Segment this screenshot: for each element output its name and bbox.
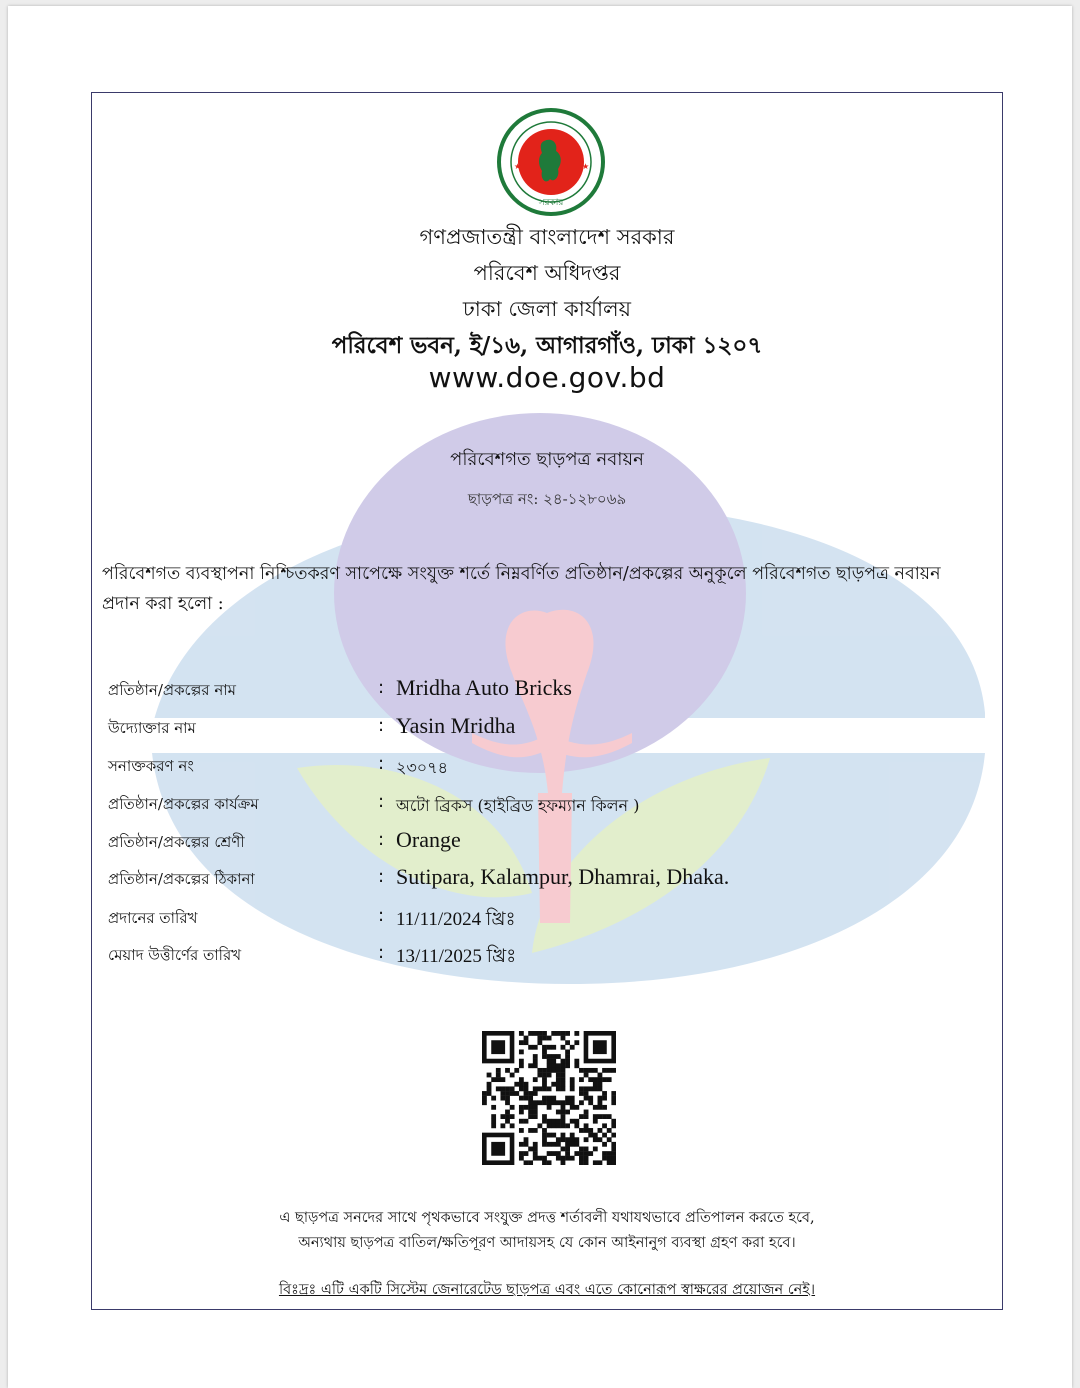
detail-label: উদ্যোক্তার নাম xyxy=(108,719,196,737)
header-address: পরিবেশ ভবন, ই/১৬, আগারগাঁও, ঢাকা ১২০৭ xyxy=(331,332,763,359)
certificate-frame xyxy=(91,92,1003,1310)
svg-text:★: ★ xyxy=(582,162,590,171)
detail-value: অটো ব্রিকস (হাইব্রিড হফম্যান কিলন ) xyxy=(396,796,640,815)
detail-row: সনাক্তকরণ নং : ২৩০৭৪ xyxy=(108,751,968,781)
header-department: পরিবেশ অধিদপ্তর xyxy=(473,261,621,285)
government-seal-icon xyxy=(496,107,606,217)
detail-row: উদ্যোক্তার নাম : Yasin Mridha xyxy=(108,713,968,743)
detail-row: মেয়াদ উত্তীর্ণের তারিখ : 13/11/2025 খ্রিঃ xyxy=(108,940,968,970)
header-website: www.doe.gov.bd xyxy=(428,361,666,394)
detail-label: প্রদানের তারিখ xyxy=(108,909,198,927)
detail-value: ২৩০৭৪ xyxy=(396,758,448,777)
detail-value: Sutipara, Kalampur, Dhamrai, Dhaka. xyxy=(396,864,730,889)
qr-code[interactable] xyxy=(482,1031,616,1165)
detail-value: Yasin Mridha xyxy=(396,713,516,738)
detail-row: প্রদানের তারিখ : 11/11/2024 খ্রিঃ xyxy=(108,903,968,933)
header-office: ঢাকা জেলা কার্যালয় xyxy=(462,297,632,321)
svg-text:★: ★ xyxy=(514,162,522,171)
document-page xyxy=(8,6,1072,1388)
detail-row: প্রতিষ্ঠান/প্রকল্পের ঠিকানা : Sutipara, Kalampur, Dhamrai, Dhaka. xyxy=(108,864,968,894)
detail-row: প্রতিষ্ঠান/প্রকল্পের নাম : Mridha Auto Bricks xyxy=(108,675,968,705)
footer-terms-line2: অন্যথায় ছাড়পত্র বাতিল/ক্ষতিপূরণ আদায়সহ যে কোন আইনানুগ ব্যবস্থা গ্রহণ করা হবে। xyxy=(298,1235,796,1251)
detail-value: 11/11/2024 খ্রিঃ xyxy=(396,909,516,930)
detail-value: Mridha Auto Bricks xyxy=(396,675,572,700)
detail-label: প্রতিষ্ঠান/প্রকল্পের শ্রেণী xyxy=(108,833,245,851)
detail-row: প্রতিষ্ঠান/প্রকল্পের কার্যক্রম : অটো ব্রিকস (হাইব্রিড হফম্যান কিলন ) xyxy=(108,789,968,819)
detail-label: প্রতিষ্ঠান/প্রকল্পের নাম xyxy=(108,681,236,699)
certificate-number: ছাড়পত্র নং: ২৪-১২৮০৬৯ xyxy=(467,490,627,508)
detail-label: প্রতিষ্ঠান/প্রকল্পের ঠিকানা xyxy=(108,870,255,888)
detail-row: প্রতিষ্ঠান/প্রকল্পের শ্রেণী : Orange xyxy=(108,827,968,857)
detail-value: 13/11/2025 খ্রিঃ xyxy=(396,946,517,967)
detail-label: প্রতিষ্ঠান/প্রকল্পের কার্যক্রম xyxy=(108,795,259,813)
detail-label: মেয়াদ উত্তীর্ণের তারিখ xyxy=(108,946,242,964)
certificate-title: পরিবেশগত ছাড়পত্র নবায়ন xyxy=(450,449,644,470)
seal-bottom-text: সরকার xyxy=(538,198,564,208)
footer-terms-line1: এ ছাড়পত্র সনদের সাথে পৃথকভাবে সংযুক্ত প্রদত্ত শর্তাবলী যথাযথভাবে প্রতিপালন করতে হবে, xyxy=(279,1210,815,1226)
detail-value: Orange xyxy=(396,827,461,852)
header-government: গণপ্রজাতন্ত্রী বাংলাদেশ সরকার xyxy=(419,225,675,249)
detail-label: সনাক্তকরণ নং xyxy=(108,757,194,775)
footer-note: বিঃদ্রঃ এটি একটি সিস্টেম জেনারেটেড ছাড়পত্র এবং এতে কোনোরূপ স্বাক্ষরের প্রয়োজন নেই। xyxy=(278,1282,816,1298)
intro-paragraph: পরিবেশগত ব্যবস্থাপনা নিশ্চিতকরণ সাপেক্ষে সংযুক্ত শর্তে নিম্নবর্ণিত প্রতিষ্ঠান/প্রকল্পের অনুকূলে পরিবেশগত ছাড়পত্র নবায়ন প্রদান করা হলো : xyxy=(102,564,941,614)
